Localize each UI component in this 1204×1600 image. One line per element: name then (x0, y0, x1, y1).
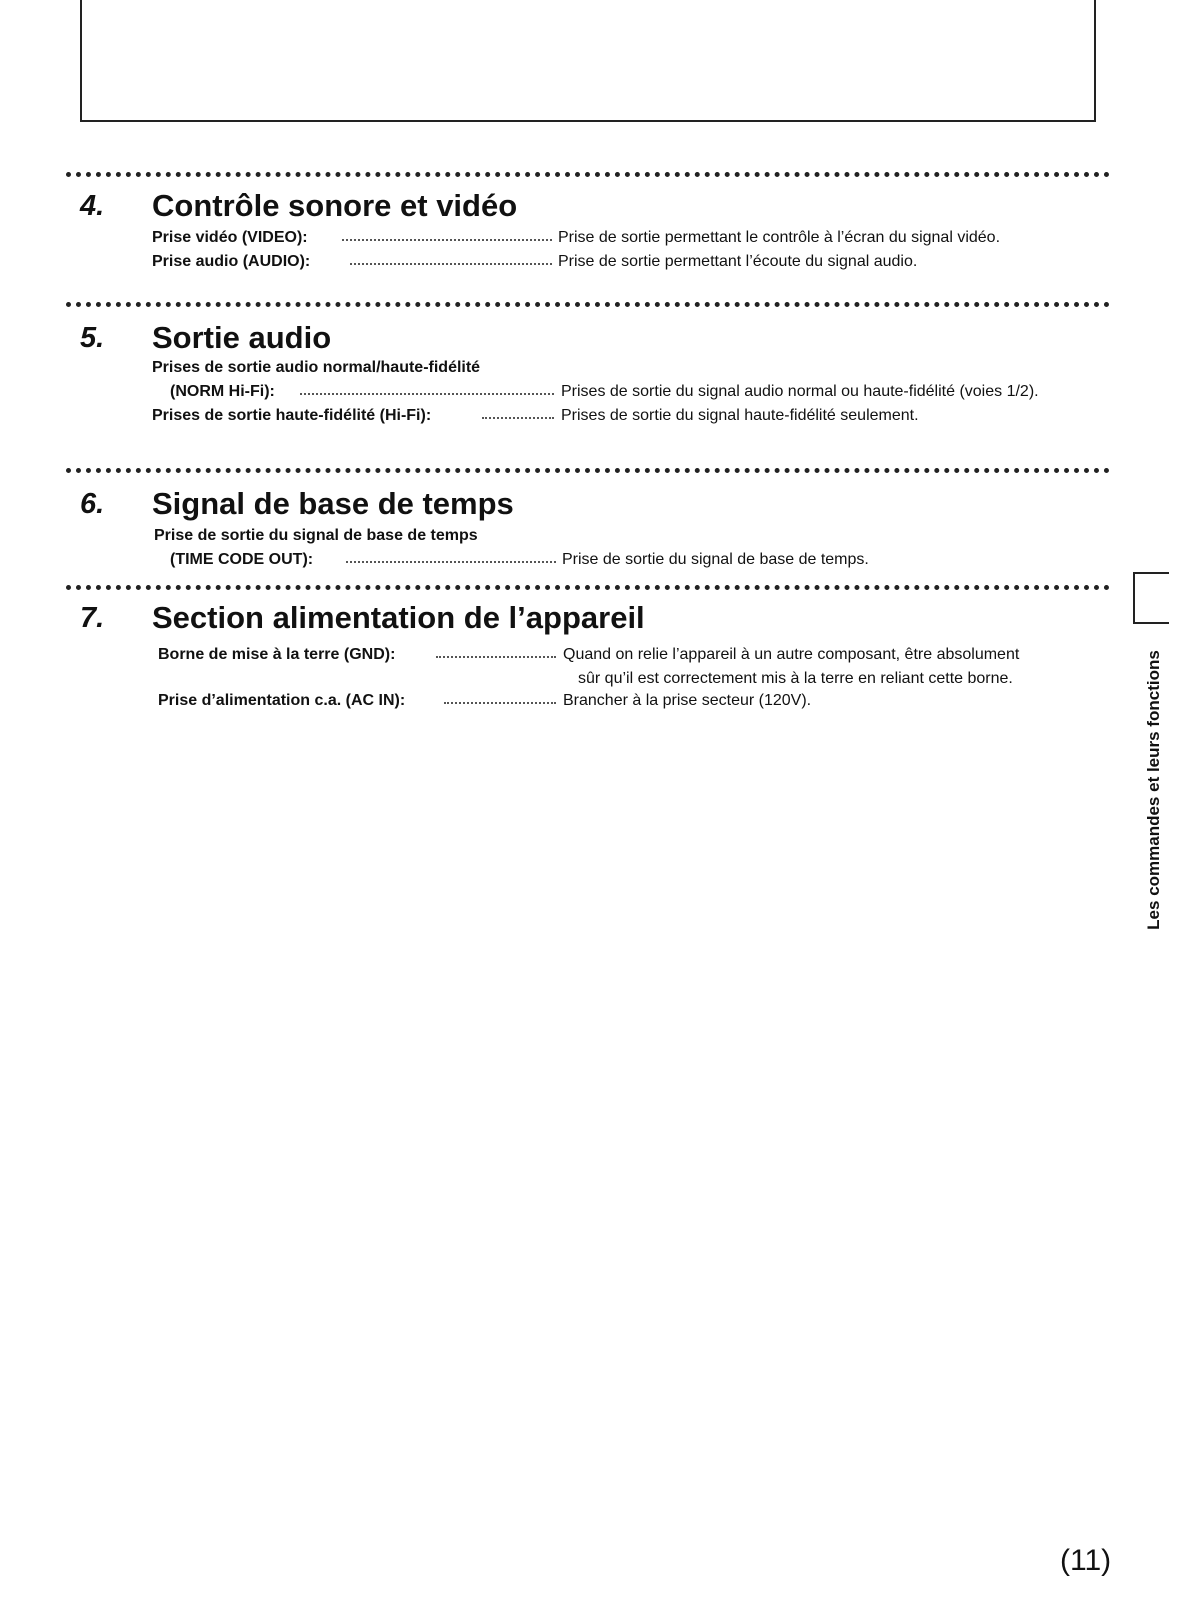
item-description: sûr qu’il est correctement mis à la terre en reliant cette borne. (578, 670, 1013, 687)
page-number: (11) (1060, 1544, 1112, 1577)
leader-dots (342, 239, 552, 241)
item-label: Prises de sortie haute-fidélité (Hi-Fi): (152, 407, 432, 424)
section-title: Contrôle sonore et vidéo (152, 188, 518, 223)
item-description: Prise de sortie du signal de base de temps. (562, 551, 869, 568)
list-item (0, 356, 1204, 380)
section-number: 5. (80, 322, 105, 354)
list-item (0, 250, 1204, 274)
list-item (0, 689, 1204, 713)
list-item (0, 643, 1204, 667)
leader-dots (346, 561, 556, 563)
dotted-separator (66, 468, 1110, 473)
item-description: Prise de sortie permettant l’écoute du signal audio. (558, 253, 918, 270)
item-description: Prises de sortie du signal haute-fidélité seulement. (561, 407, 919, 424)
leader-dots (444, 702, 556, 704)
section-title: Sortie audio (152, 320, 332, 355)
item-label: Prise audio (AUDIO): (152, 253, 311, 270)
list-item (0, 524, 1204, 548)
leader-dots (300, 393, 554, 395)
dotted-separator (66, 172, 1110, 177)
item-description: Prises de sortie du signal audio normal ou haute-fidélité (voies 1/2). (561, 383, 1039, 400)
section-title: Section alimentation de l’appareil (152, 600, 645, 635)
item-description: Quand on relie l’appareil à un autre composant, être absolument (563, 646, 1020, 663)
leader-dots (436, 656, 556, 658)
list-item (0, 548, 1204, 572)
item-description: Brancher à la prise secteur (120V). (563, 692, 812, 709)
list-item (0, 404, 1204, 428)
dotted-separator (66, 585, 1110, 590)
item-label: Prise vidéo (VIDEO): (152, 229, 308, 246)
section-title: Signal de base de temps (152, 486, 514, 521)
side-tab-marker (1133, 572, 1169, 624)
list-item-continuation (0, 667, 1204, 691)
dotted-separator (66, 302, 1110, 307)
section-number: 4. (80, 190, 105, 222)
leader-dots (350, 263, 552, 265)
list-item (0, 226, 1204, 250)
side-tab-label: Les commandes et leurs fonctions (1144, 650, 1163, 930)
item-description: Prise de sortie permettant le contrôle à l’écran du signal vidéo. (558, 229, 1001, 246)
section-number: 6. (80, 488, 105, 520)
item-label: Prise d’alimentation c.a. (AC IN): (158, 692, 406, 709)
section-number: 7. (80, 602, 105, 634)
item-label: (NORM Hi-Fi): (170, 383, 275, 400)
list-item (0, 380, 1204, 404)
item-label: Borne de mise à la terre (GND): (158, 646, 396, 663)
leader-dots (482, 417, 554, 419)
top-frame (80, 0, 1096, 122)
item-label: (TIME CODE OUT): (170, 551, 314, 568)
item-label: Prise de sortie du signal de base de temps (154, 527, 478, 544)
item-label: Prises de sortie audio normal/haute-fidélité (152, 359, 481, 376)
